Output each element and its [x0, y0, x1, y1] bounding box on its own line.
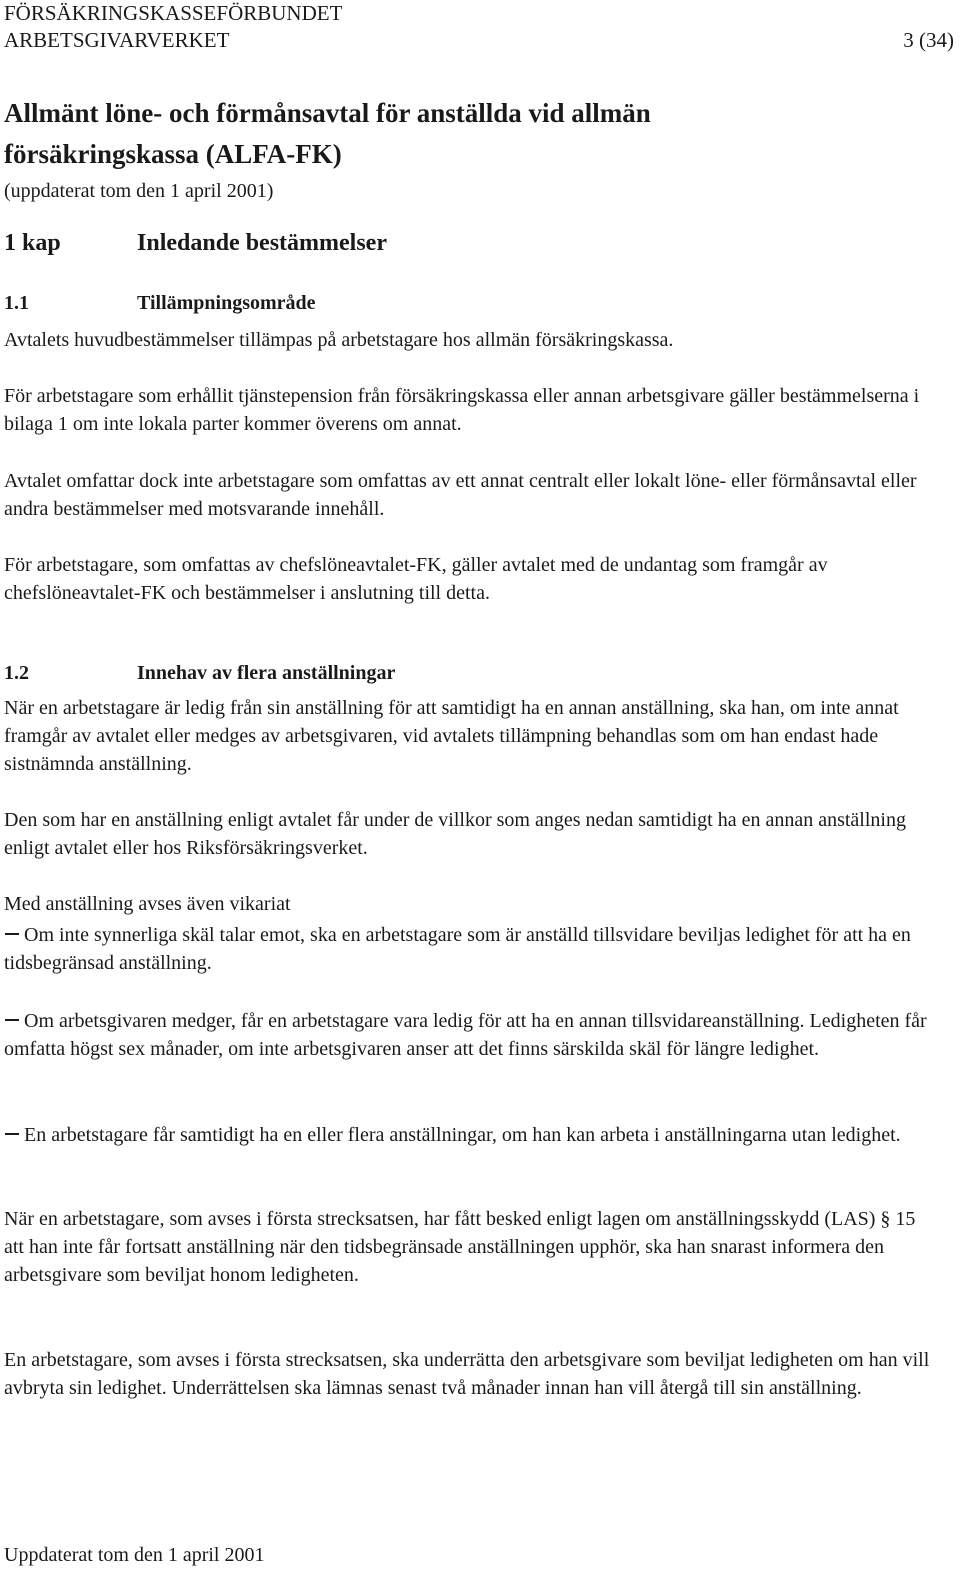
section-1-2-paragraph-3: Med anställning avses även vikariat: [4, 893, 291, 915]
dash-bullet-icon: [5, 1133, 19, 1135]
document-title-line-2: försäkringskassa (ALFA-FK): [4, 139, 342, 169]
header-org-1: FÖRSÄKRINGSKASSEFÖRBUNDET: [4, 1, 343, 25]
page-footer: Uppdaterat tom den 1 april 2001: [4, 1544, 265, 1566]
dash-item-1-text: Om inte synnerliga skäl talar emot, ska en arbetstagare som är anställd tillsvidare beviljas ledighet för att ha en tidsbegränsad anställning.: [4, 924, 911, 974]
section-1-2-paragraph-4: När en arbetstagare, som avses i första strecksatsen, har fått besked enligt lagen om anställningsskydd (LAS) § 15 att han inte får fortsatt anställning när den tidsbegränsade anställningen upphör, ska han snarast informera den arbetsgivare som beviljat honom ledigheten.: [4, 1208, 916, 1286]
section-1-2-paragraph-1: När en arbetstagare är ledig från sin anställning för att samtidigt ha en annan anställning, ska han, om inte annat framgår av avtalet eller medges av arbetsgivaren, vid avtalets tillämpning behandlas som om han endast hade sistnämnda anställning.: [4, 697, 899, 775]
section-1-2-title: Innehav av flera anställningar: [137, 662, 396, 684]
dash-item-2: [4, 1007, 934, 1063]
chapter-number: 1 kap: [4, 230, 61, 256]
section-1-1-paragraph-2: För arbetstagare som erhållit tjänstepension från försäkringskassa eller annan arbetsgivare gäller bestämmelserna i bilaga 1 om inte lokala parter kommer överens om annat.: [4, 385, 920, 435]
section-1-2-paragraph-2: Den som har en anställning enligt avtalet får under de villkor som anges nedan samtidigt ha en annan anställning enligt avtalet eller hos Riksförsäkringsverket.: [4, 809, 906, 859]
section-1-1-number: 1.1: [4, 292, 29, 314]
section-1-1-paragraph-4: För arbetstagare, som omfattas av chefslöneavtalet-FK, gäller avtalet med de undantag som framgår av chefslöneavtalet-FK och bestämmelser i anslutning till detta.: [4, 554, 828, 604]
page-number: 3 (34): [903, 28, 954, 52]
dash-item-2-text: Om arbetsgivaren medger, får en arbetstagare vara ledig för att ha en annan tillsvidareanställning. Ledigheten får omfatta högst sex månader, om inte arbetsgivaren anser att det finns särskilda skäl för längre ledighet.: [4, 1010, 927, 1060]
section-1-2-paragraph-5: En arbetstagare, som avses i första strecksatsen, ska underrätta den arbetsgivare som beviljat ledigheten om han vill avbryta sin ledighet. Underrättelsen ska lämnas senast två månader innan han vill återgå till sin anställning.: [4, 1349, 930, 1399]
chapter-title: Inledande bestämmelser: [137, 230, 387, 256]
dash-item-3-text: En arbetstagare får samtidigt ha en eller flera anställningar, om han kan arbeta i anställningarna utan ledighet.: [24, 1124, 901, 1146]
dash-item-3: [4, 1121, 934, 1149]
document-updated-note: (uppdaterat tom den 1 april 2001): [4, 180, 274, 202]
section-1-1-paragraph-1: Avtalets huvudbestämmelser tillämpas på arbetstagare hos allmän försäkringskassa.: [4, 329, 674, 351]
section-1-1-paragraph-3: Avtalet omfattar dock inte arbetstagare som omfattas av ett annat centralt eller lokalt löne- eller förmånsavtal eller andra bestämmelser med motsvarande innehåll.: [4, 470, 917, 520]
section-1-1-title: Tillämpningsområde: [137, 292, 316, 314]
document-title-line-1: Allmänt löne- och förmånsavtal för anställda vid allmän: [4, 98, 651, 128]
section-1-2-heading: [4, 662, 395, 685]
dash-bullet-icon: [5, 933, 19, 935]
dash-bullet-icon: [5, 1019, 19, 1021]
section-1-2-number: 1.2: [4, 662, 29, 684]
chapter-heading: [4, 230, 387, 257]
header-org-2: ARBETSGIVARVERKET: [4, 28, 230, 52]
section-1-1-heading: [4, 292, 316, 315]
dash-item-1: [4, 921, 934, 977]
